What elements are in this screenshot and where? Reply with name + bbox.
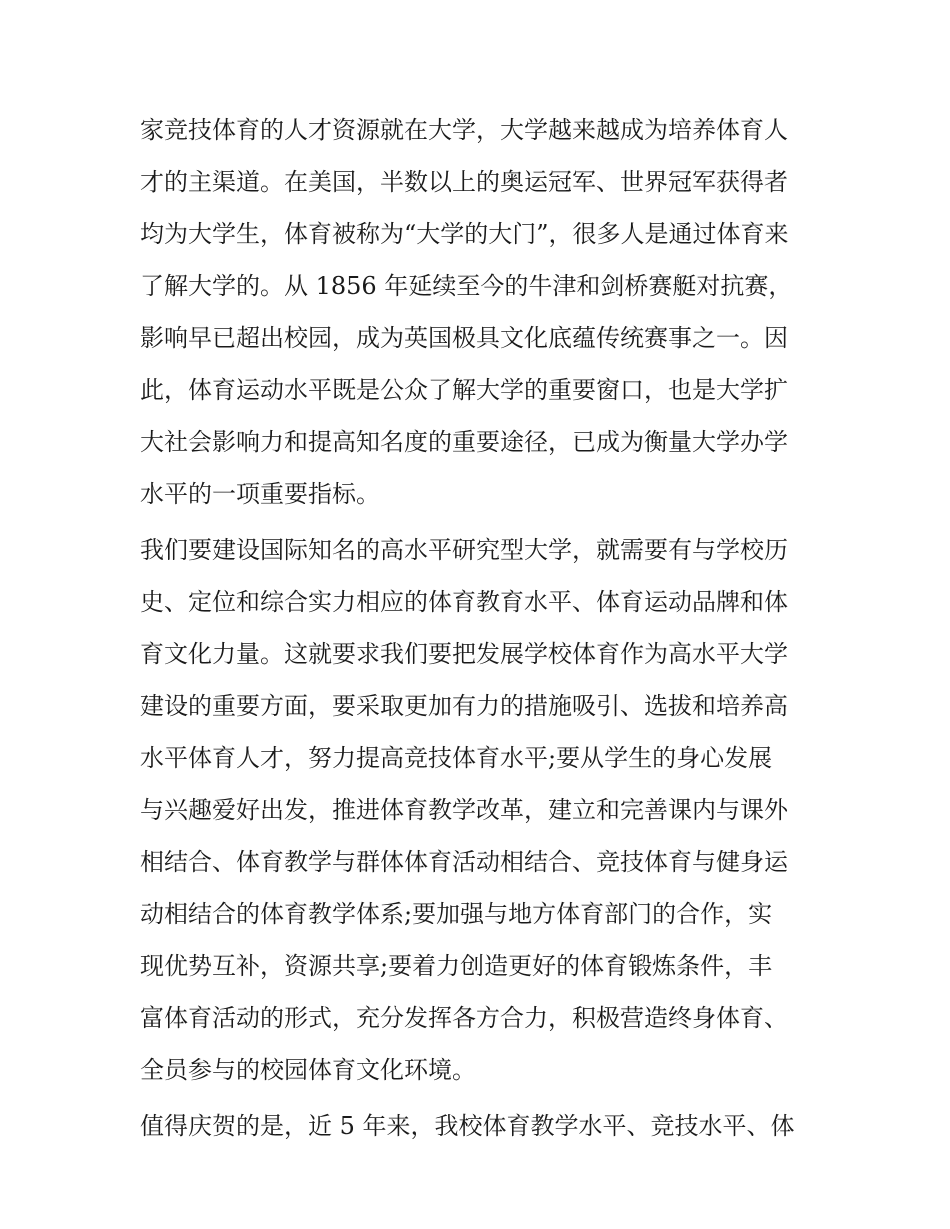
text-line: 才的主渠道。在美国，半数以上的奥运冠军、世界冠军获得者 [140,168,788,196]
text-line: 史、定位和综合实力相应的体育教育水平、体育运动品牌和体 [140,588,788,616]
text-line: 家竞技体育的人才资源就在大学，大学越来越成为培养体育人 [140,116,788,144]
text-line: 均为大学生，体育被称为“大学的大门”，很多人是通过体育来 [140,220,789,248]
body-text [140,104,820,1152]
text-line: 大社会影响力和提高知名度的重要途径，已成为衡量大学办学 [140,428,788,456]
text-line: 我们要建设国际知名的高水平研究型大学，就需要有与学校历 [140,536,788,564]
text-line: 了解大学的。从 1856 年延续至今的牛津和剑桥赛艇对抗赛， [140,272,793,300]
text-line: 与兴趣爱好出发，推进体育教学改革，建立和完善课内与课外 [140,796,788,824]
text-line: 建设的重要方面，要采取更加有力的措施吸引、选拔和培养高 [140,692,788,720]
text-line: 全员参与的校园体育文化环境。 [140,1056,476,1084]
text-line: 值得庆贺的是，近 5 年来，我校体育教学水平、竞技水平、体 [140,1112,795,1140]
text-line: 水平体育人才，努力提高竞技体育水平;要从学生的身心发展 [140,744,773,772]
text-line: 现优势互补，资源共享;要着力创造更好的体育锻炼条件，丰 [140,952,773,980]
text-line: 相结合、体育教学与群体体育活动相结合、竞技体育与健身运 [140,848,788,876]
paragraph-1 [140,104,820,520]
text-line: 水平的一项重要指标。 [140,480,380,508]
paragraph-2 [140,524,820,1096]
text-line: 动相结合的体育教学体系;要加强与地方体育部门的合作，实 [140,900,773,928]
text-line: 此，体育运动水平既是公众了解大学的重要窗口，也是大学扩 [140,376,788,404]
text-line: 影响早已超出校园，成为英国极具文化底蕴传统赛事之一。因 [140,324,788,352]
paragraph-3 [140,1100,820,1152]
text-line: 富体育活动的形式，充分发挥各方合力，积极营造终身体育、 [140,1004,788,1032]
text-line: 育文化力量。这就要求我们要把发展学校体育作为高水平大学 [140,640,788,668]
